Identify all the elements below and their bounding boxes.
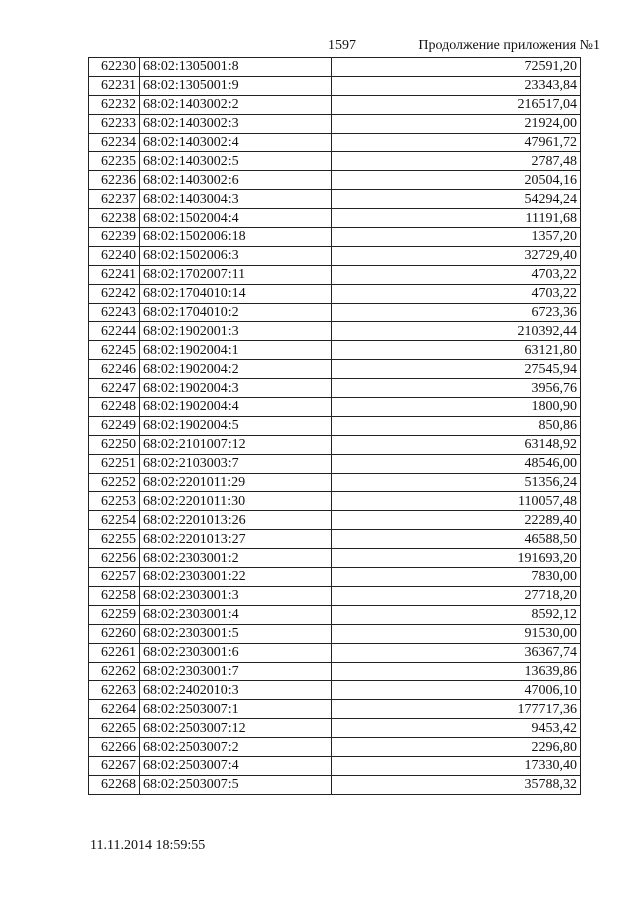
cadastral-number: 68:02:1704010:2	[140, 303, 332, 322]
table-row	[89, 605, 581, 624]
cadastral-value: 46588,50	[332, 530, 581, 549]
appendix-title: Продолжение приложения №1	[418, 38, 600, 53]
page-number: 1597	[328, 38, 356, 53]
cadastral-number: 68:02:1305001:9	[140, 76, 332, 95]
cadastral-number: 68:02:1902001:3	[140, 322, 332, 341]
footer-timestamp: 11.11.2014 18:59:55	[90, 838, 206, 853]
table-row	[89, 284, 581, 303]
cadastral-value: 110057,48	[332, 492, 581, 511]
cadastral-value: 3956,76	[332, 379, 581, 398]
cadastral-value: 51356,24	[332, 473, 581, 492]
table-row	[89, 76, 581, 95]
cadastral-number: 68:02:1902004:3	[140, 379, 332, 398]
table-row	[89, 719, 581, 738]
row-number: 62231	[89, 76, 140, 95]
cadastral-number: 68:02:2503007:1	[140, 700, 332, 719]
row-number: 62245	[89, 341, 140, 360]
table-row	[89, 265, 581, 284]
row-number: 62251	[89, 454, 140, 473]
cadastral-value: 2787,48	[332, 152, 581, 171]
cadastral-number: 68:02:1403002:5	[140, 152, 332, 171]
table-row	[89, 303, 581, 322]
table-row	[89, 530, 581, 549]
row-number: 62267	[89, 756, 140, 775]
row-number: 62238	[89, 209, 140, 228]
cadastral-value: 6723,36	[332, 303, 581, 322]
row-number: 62253	[89, 492, 140, 511]
cadastral-value: 210392,44	[332, 322, 581, 341]
table-row	[89, 209, 581, 228]
cadastral-number: 68:02:1403002:6	[140, 171, 332, 190]
row-number: 62232	[89, 95, 140, 114]
cadastral-number: 68:02:2201013:27	[140, 530, 332, 549]
table-row	[89, 322, 581, 341]
cadastral-number: 68:02:2103003:7	[140, 454, 332, 473]
cadastral-value: 36367,74	[332, 643, 581, 662]
cadastral-value: 216517,04	[332, 95, 581, 114]
cadastral-number: 68:02:2101007:12	[140, 435, 332, 454]
row-number: 62266	[89, 738, 140, 757]
cadastral-number: 68:02:2303001:22	[140, 568, 332, 587]
table-row	[89, 549, 581, 568]
row-number: 62240	[89, 246, 140, 265]
row-number: 62247	[89, 379, 140, 398]
row-number: 62256	[89, 549, 140, 568]
row-number: 62235	[89, 152, 140, 171]
cadastral-value: 27545,94	[332, 360, 581, 379]
row-number: 62230	[89, 58, 140, 77]
row-number: 62241	[89, 265, 140, 284]
cadastral-value: 8592,12	[332, 605, 581, 624]
cadastral-value: 21924,00	[332, 114, 581, 133]
cadastral-number: 68:02:1704010:14	[140, 284, 332, 303]
cadastral-value: 23343,84	[332, 76, 581, 95]
cadastral-value: 11191,68	[332, 209, 581, 228]
table-row	[89, 643, 581, 662]
cadastral-value: 63121,80	[332, 341, 581, 360]
row-number: 62264	[89, 700, 140, 719]
row-number: 62242	[89, 284, 140, 303]
cadastral-number: 68:02:2402010:3	[140, 681, 332, 700]
table-row	[89, 586, 581, 605]
table-row	[89, 95, 581, 114]
table-row	[89, 152, 581, 171]
row-number: 62254	[89, 511, 140, 530]
table-row	[89, 568, 581, 587]
table-row	[89, 246, 581, 265]
row-number: 62252	[89, 473, 140, 492]
cadastral-value: 17330,40	[332, 756, 581, 775]
table-row	[89, 454, 581, 473]
table-row	[89, 398, 581, 417]
table-row	[89, 133, 581, 152]
cadastral-value: 72591,20	[332, 58, 581, 77]
cadastral-number: 68:02:1403004:3	[140, 190, 332, 209]
cadastral-value: 4703,22	[332, 265, 581, 284]
table-row	[89, 416, 581, 435]
cadastral-value: 22289,40	[332, 511, 581, 530]
cadastral-number: 68:02:1902004:4	[140, 398, 332, 417]
cadastral-value: 20504,16	[332, 171, 581, 190]
table-row	[89, 775, 581, 794]
row-number: 62248	[89, 398, 140, 417]
registry-table-body	[89, 58, 581, 795]
row-number: 62268	[89, 775, 140, 794]
table-row	[89, 171, 581, 190]
table-row	[89, 379, 581, 398]
cadastral-number: 68:02:1902004:2	[140, 360, 332, 379]
table-row	[89, 228, 581, 247]
cadastral-value: 35788,32	[332, 775, 581, 794]
row-number: 62249	[89, 416, 140, 435]
row-number: 62233	[89, 114, 140, 133]
cadastral-number: 68:02:2503007:2	[140, 738, 332, 757]
cadastral-value: 191693,20	[332, 549, 581, 568]
row-number: 62244	[89, 322, 140, 341]
row-number: 62265	[89, 719, 140, 738]
cadastral-number: 68:02:2303001:5	[140, 624, 332, 643]
row-number: 62263	[89, 681, 140, 700]
cadastral-value: 850,86	[332, 416, 581, 435]
cadastral-number: 68:02:1902004:1	[140, 341, 332, 360]
cadastral-value: 32729,40	[332, 246, 581, 265]
cadastral-value: 1800,90	[332, 398, 581, 417]
table-row	[89, 114, 581, 133]
table-row	[89, 341, 581, 360]
cadastral-number: 68:02:2303001:2	[140, 549, 332, 568]
cadastral-value: 4703,22	[332, 284, 581, 303]
cadastral-number: 68:02:2201013:26	[140, 511, 332, 530]
cadastral-number: 68:02:2303001:4	[140, 605, 332, 624]
cadastral-value: 13639,86	[332, 662, 581, 681]
table-row	[89, 624, 581, 643]
cadastral-number: 68:02:2303001:7	[140, 662, 332, 681]
cadastral-number: 68:02:1502004:4	[140, 209, 332, 228]
cadastral-number: 68:02:1403002:2	[140, 95, 332, 114]
cadastral-number: 68:02:1403002:4	[140, 133, 332, 152]
cadastral-value: 47961,72	[332, 133, 581, 152]
cadastral-number: 68:02:2503007:5	[140, 775, 332, 794]
row-number: 62262	[89, 662, 140, 681]
cadastral-number: 68:02:2303001:3	[140, 586, 332, 605]
table-row	[89, 473, 581, 492]
row-number: 62255	[89, 530, 140, 549]
row-number: 62243	[89, 303, 140, 322]
cadastral-value: 47006,10	[332, 681, 581, 700]
registry-table	[88, 57, 581, 795]
row-number: 62234	[89, 133, 140, 152]
cadastral-value: 48546,00	[332, 454, 581, 473]
cadastral-value: 63148,92	[332, 435, 581, 454]
table-row	[89, 662, 581, 681]
table-row	[89, 511, 581, 530]
cadastral-number: 68:02:2503007:12	[140, 719, 332, 738]
table-row	[89, 492, 581, 511]
row-number: 62236	[89, 171, 140, 190]
row-number: 62239	[89, 228, 140, 247]
cadastral-value: 91530,00	[332, 624, 581, 643]
table-row	[89, 360, 581, 379]
cadastral-value: 27718,20	[332, 586, 581, 605]
row-number: 62246	[89, 360, 140, 379]
row-number: 62237	[89, 190, 140, 209]
row-number: 62260	[89, 624, 140, 643]
cadastral-number: 68:02:1403002:3	[140, 114, 332, 133]
cadastral-number: 68:02:2201011:30	[140, 492, 332, 511]
cadastral-number: 68:02:1902004:5	[140, 416, 332, 435]
cadastral-number: 68:02:2303001:6	[140, 643, 332, 662]
row-number: 62250	[89, 435, 140, 454]
row-number: 62259	[89, 605, 140, 624]
cadastral-number: 68:02:1502006:18	[140, 228, 332, 247]
row-number: 62257	[89, 568, 140, 587]
cadastral-value: 54294,24	[332, 190, 581, 209]
table-row	[89, 738, 581, 757]
table-row	[89, 190, 581, 209]
cadastral-value: 7830,00	[332, 568, 581, 587]
table-row	[89, 756, 581, 775]
cadastral-number: 68:02:2503007:4	[140, 756, 332, 775]
cadastral-value: 9453,42	[332, 719, 581, 738]
row-number: 62261	[89, 643, 140, 662]
table-row	[89, 58, 581, 77]
cadastral-number: 68:02:1502006:3	[140, 246, 332, 265]
table-row	[89, 435, 581, 454]
table-row	[89, 700, 581, 719]
table-row	[89, 681, 581, 700]
cadastral-number: 68:02:2201011:29	[140, 473, 332, 492]
row-number: 62258	[89, 586, 140, 605]
cadastral-value: 2296,80	[332, 738, 581, 757]
cadastral-number: 68:02:1305001:8	[140, 58, 332, 77]
cadastral-value: 1357,20	[332, 228, 581, 247]
cadastral-number: 68:02:1702007:11	[140, 265, 332, 284]
cadastral-value: 177717,36	[332, 700, 581, 719]
